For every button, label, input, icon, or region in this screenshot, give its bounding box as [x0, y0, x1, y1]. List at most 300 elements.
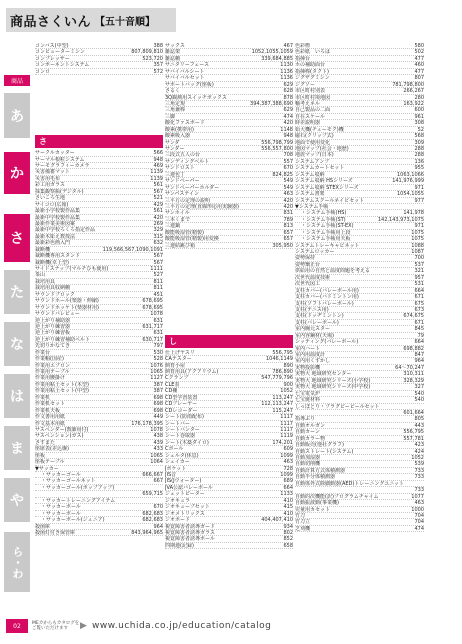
entry-pages: 1075 [411, 236, 424, 243]
entry-name: 四期連(記録) [165, 542, 194, 549]
entry-pages: 410 [283, 510, 293, 517]
entry-pages: 658 [283, 542, 293, 549]
entry-pages: 443 [414, 422, 424, 429]
entry-name: CAテスター [165, 356, 192, 362]
entry-pages: 698 [153, 394, 163, 401]
entry-pages: 1078 [150, 426, 163, 433]
entry-pages: 733 [414, 487, 424, 494]
entry-pages: 556,795 [272, 349, 293, 356]
entry-name: 支柱(ソフトバレーボール) [295, 300, 354, 306]
entry-name [295, 487, 413, 492]
entry-name: サンドペーパー [165, 178, 200, 184]
entry-name: 自動半分体積測器 [295, 474, 336, 480]
entry-pages: 556,798,799 [261, 139, 293, 146]
entry-name: 竹刀 [295, 512, 306, 519]
entry-pages: 176,178,395 [131, 420, 163, 427]
entry-pages: 531 [414, 281, 424, 288]
entry-name: 七宝電気炉 [295, 390, 321, 397]
entry-pages: 1087 [411, 249, 424, 255]
entry-name: サスペンダー(教師用付) [35, 426, 89, 433]
entry-pages: 1136 [280, 68, 293, 75]
entry-name: 茶山 [35, 272, 46, 278]
entry-name: 先切りかなてき [35, 343, 71, 349]
entry-pages: 288 [414, 152, 424, 159]
entry-pages: 328,329 [403, 377, 424, 384]
spacer [165, 326, 293, 332]
entry-name: ▼サッカー [35, 465, 59, 471]
entry-pages: 1133 [280, 491, 293, 498]
entry-name: ホの補助面台 [295, 62, 326, 68]
entry-name: 支柱(テニス用) [295, 306, 329, 313]
entry-name: システムスクールネイビセット [295, 197, 365, 203]
entry-name: 酸能吸湿管(精製)用変換 [165, 236, 219, 242]
entry-pages: 463 [283, 191, 293, 198]
entry-name: 室内用温度計 [295, 352, 326, 358]
entry-pages: 682,683 [142, 510, 163, 517]
entry-name: 自動的次機能(訳)プログラムチャイム [295, 493, 379, 500]
entry-name: システム収納 STEXシリーズ [295, 184, 359, 191]
entry-pages: 667 [153, 478, 163, 485]
tab-ra-wa[interactable] [4, 532, 30, 592]
entry-name: 逆上がり補助器 [35, 317, 71, 323]
entry-name: 自動販売(他社グラフ) [295, 442, 344, 448]
entry-name: 座板 [35, 452, 46, 459]
entry-name: シート(防雨配布) [165, 414, 204, 420]
entry-pages: 811 [153, 285, 163, 292]
entry-pages: 609 [283, 446, 293, 453]
entry-name: コンプレッサー [35, 55, 70, 62]
entry-pages: 1076 [150, 362, 163, 369]
entry-name: 酸素吸入器 [165, 133, 191, 139]
entry-name: 三本くまで [165, 216, 191, 223]
entry-pages: 1065 [150, 369, 163, 375]
entry-name: 作業台 [35, 349, 51, 356]
entry-name: サーマル根粒システム [35, 156, 85, 162]
entry-name: 芝刈機 [295, 525, 311, 532]
entry-name: サイコロ(広報) [35, 201, 69, 208]
entry-pages: 805 [414, 416, 424, 423]
footer [6, 619, 79, 633]
footer-note [32, 621, 79, 631]
entry-pages: 502 [414, 49, 424, 56]
entry-name: ジェットビーター [165, 491, 205, 497]
entry-pages: 433 [153, 446, 163, 453]
entry-name: CDレコーダー [165, 407, 198, 414]
entry-pages: 629 [283, 107, 293, 114]
entry-name: システムアンプ [295, 158, 330, 165]
entry-pages: 961 [414, 113, 424, 120]
entry-pages: 388 [153, 43, 163, 49]
entry-name: 最新木彫え教授法 [35, 233, 76, 240]
entry-pages: 664 [414, 339, 424, 346]
entry-name: 殺菌灯付き保管庫 [35, 529, 76, 536]
entry-name: サンドペーパーホルダー [165, 184, 220, 191]
entry-name: 栽培用具収納棚 [35, 285, 71, 291]
entry-pages: 698 [153, 407, 163, 414]
entry-pages: 632 [153, 240, 163, 247]
index-column-2 [165, 43, 293, 549]
tab-ma[interactable] [4, 426, 30, 470]
entry-pages: 339,684,885 [261, 55, 293, 62]
tab-ta-label: た [10, 285, 24, 301]
entry-name: 実物大 地域研究センター [295, 371, 352, 377]
index-entry[interactable] [295, 526, 424, 532]
entry-name: サンドロスト [165, 165, 195, 171]
entry-name: 自動振波動(事業機) [295, 500, 339, 506]
entry-name: ・システム手帳(ST-EX) [301, 223, 354, 229]
entry-pages: 671 [414, 294, 424, 301]
entry-name: さすまた [35, 439, 56, 446]
entry-name: 自動体外式除細動器(AED)トレーニングユニット [295, 480, 404, 487]
section-header: さ [35, 135, 163, 148]
entry-pages: 1075 [411, 229, 424, 236]
entry-pages: 420 [283, 197, 293, 204]
entry-pages: 467 [283, 43, 293, 49]
entry-name: サンダ [165, 139, 180, 145]
entry-name: 栽培用具 [35, 278, 56, 285]
entry-pages: 948 [283, 133, 293, 140]
entry-pages: 79 [417, 332, 424, 339]
entry-pages: 657 [283, 229, 293, 236]
entry-pages: 786,890 [272, 369, 293, 375]
entry-name: ジオキュラ [165, 497, 191, 504]
entry-pages: 1136 [280, 75, 293, 82]
entry-pages: 357 [153, 62, 163, 69]
entry-name: ジグソー [295, 81, 315, 88]
catalog-url-link[interactable]: www.uchida.co.jp/education/catalog [92, 621, 272, 631]
entry-name: 室内ハート [295, 345, 321, 351]
entry-name: 三平方の定理の説明 [165, 197, 211, 203]
entry-pages: 321 [414, 268, 424, 275]
entry-pages: 957 [414, 274, 424, 281]
entry-name: 三角兼棒 [165, 107, 186, 113]
entry-pages: 689 [283, 478, 293, 485]
entry-pages: 439 [153, 439, 163, 446]
entry-pages: 269 [153, 220, 163, 227]
entry-name: 作業用粘土セット(木型) [35, 381, 89, 388]
entry-name: 室内容鋼材(天場) [295, 332, 334, 339]
entry-pages: 305,950 [272, 242, 293, 249]
entry-pages: 537 [414, 261, 424, 268]
entry-pages: 1111 [150, 266, 163, 272]
entry-pages: 460 [414, 62, 424, 69]
index-column-3 [295, 43, 424, 532]
entry-pages: 557,781 [403, 435, 424, 442]
entry-pages: 540 [414, 390, 424, 397]
entry-name: 室内用くずかし [295, 358, 331, 364]
entry-name: 次世代温度技術 [295, 274, 331, 281]
index-entry[interactable] [165, 543, 293, 549]
entry-pages: 420 [283, 203, 293, 210]
entry-name: サウンドブロック [35, 291, 75, 298]
tab-ta[interactable] [4, 270, 30, 314]
entry-name: 最新作業美術図案 [35, 220, 76, 227]
entry-pages: 309 [414, 139, 424, 146]
entry-pages: 1054,1055 [396, 191, 424, 198]
entry-name: 作業机天板 [35, 407, 61, 414]
entry-pages: 477 [414, 68, 424, 75]
entry-pages: 1127 [150, 375, 163, 382]
index-entry[interactable] [35, 530, 163, 536]
entry-pages: 813 [283, 223, 293, 230]
entry-name: JIS(Jウォーター) [165, 478, 202, 484]
entry-name: 逆上がり練習補助ベルト [35, 336, 91, 343]
entry-pages: 424 [414, 448, 424, 455]
entry-pages [162, 498, 163, 503]
entry-name: 三平方の定理(直線形応用実験器) [165, 203, 239, 210]
entry-pages: 1117 [280, 414, 293, 421]
tab-a[interactable] [4, 93, 30, 138]
entry-pages: 463 [414, 500, 424, 507]
entry-name: 作業用腰掛け [35, 375, 66, 381]
entry-name: 自動オルガン [295, 422, 326, 429]
entry-pages: 797 [153, 343, 163, 350]
entry-pages: 824,825 [272, 171, 293, 178]
entry-pages: 845 [414, 326, 424, 333]
entry-pages: 163,922 [403, 100, 424, 107]
entry-pages: 600 [414, 107, 424, 114]
entry-pages: 831 [283, 210, 293, 217]
entry-name: シートバー [165, 420, 190, 426]
entry-pages: 567 [153, 259, 163, 266]
entry-pages: 572 [153, 68, 163, 75]
entry-name: サウンドホッケト(楽器材用) [35, 304, 99, 311]
entry-pages: 674,675 [403, 313, 424, 320]
entry-name: 3Q観測用スイッチボックス [165, 94, 227, 100]
tab-ya-label: や [10, 493, 24, 509]
entry-pages: 280 [414, 94, 424, 101]
entry-name: 最新中学校ろくろ指定作品 [35, 227, 96, 233]
entry-pages: 539 [414, 461, 424, 468]
entry-name: 三連鍋 [165, 223, 181, 229]
entry-pages: 700 [414, 255, 424, 262]
entry-name: Jポケット [165, 465, 187, 471]
entry-name: サバイバルシート [165, 68, 205, 75]
tab-ma-label: ま [10, 441, 24, 457]
entry-name: 雑誌棚 [165, 55, 181, 62]
entry-name: JIS音 [165, 472, 177, 478]
entry-pages: 329 [153, 227, 163, 234]
entry-name: ・サッカートレーニングアイテム [41, 497, 116, 504]
entry-pages: 556,557,800 [261, 146, 293, 152]
entry-pages: 136 [414, 158, 424, 165]
entry-pages: 1077 [411, 493, 424, 500]
entry-name: コンロ [35, 68, 51, 75]
entry-pages: 410 [283, 497, 293, 504]
entry-pages: 657 [283, 236, 293, 243]
entry-pages: 659,715 [142, 491, 163, 498]
entry-pages: 549 [283, 184, 293, 191]
entry-name: ・システム手帳(ST) [301, 216, 346, 223]
entry-pages: 568 [414, 133, 424, 140]
entry-pages: 463 [283, 459, 293, 466]
entry-pages: 580 [414, 43, 424, 49]
entry-pages: 567 [153, 188, 163, 195]
entry-pages: 629 [283, 81, 293, 88]
entry-pages: 1078 [150, 311, 163, 318]
entry-pages: 601,664 [403, 409, 424, 416]
entry-pages: 971 [414, 184, 424, 191]
entry-name: シート(木薬ダイロ) [165, 439, 209, 446]
entry-name: 三段式五人の台 [165, 152, 201, 158]
entry-name: 色彩紙 いろは [295, 49, 331, 55]
entry-name: システムカートセット [295, 165, 345, 171]
entry-pages: 556,795 [403, 429, 424, 436]
entry-pages: 530 [153, 349, 163, 356]
entry-name: シートバンター [165, 426, 200, 433]
entry-name: 自動ストレート(システム) [295, 448, 354, 454]
entry-pages: 477 [414, 55, 424, 62]
entry-name: ▼システム手帳 [295, 203, 329, 210]
entry-name: 実物大 地域研究シリーズ(小学校) [295, 377, 371, 384]
entry-name: ジオボード [165, 517, 191, 523]
entry-pages: 423 [414, 442, 424, 449]
entry-pages: 528 [153, 356, 163, 363]
entry-pages: 964 [414, 358, 424, 365]
entry-pages: 733 [414, 467, 424, 474]
tab-ha-label: は [10, 389, 24, 405]
entry-name: 実物大 地域研究シリーズ(中学校) [295, 384, 371, 390]
entry-pages: 670 [153, 504, 163, 511]
entry-pages: 142,143,973,1075 [377, 216, 424, 223]
entry-pages: 308 [414, 120, 424, 127]
entry-name: 自動カラー物 [295, 435, 326, 442]
entry-pages: 807,809,810 [131, 49, 163, 56]
entry-name: 作業用テーブル [35, 369, 70, 375]
entry-pages: 288 [414, 146, 424, 152]
entry-name: ・システム手帳用天板 [301, 236, 351, 242]
entry-pages: 557 [283, 158, 293, 165]
entry-name: 酸化ファスポード [165, 120, 205, 126]
entry-pages: 852 [283, 536, 293, 543]
entry-pages: 1099 [280, 452, 293, 459]
tab-ya[interactable] [4, 478, 30, 522]
entry-name: 三連結跳び箱 [165, 242, 196, 248]
entry-name: 児童用カセット [295, 506, 331, 512]
entry-pages: 474 [414, 525, 424, 532]
entry-name [295, 410, 402, 415]
entry-name: 作業机セット [35, 401, 66, 407]
entry-name: 自動計算方式体積測器 [295, 467, 346, 474]
entry-pages: 1052 [411, 455, 424, 461]
entry-name: ・サッカーゴール [41, 472, 81, 478]
entry-name: Cクランプ [165, 375, 189, 381]
tab-ha[interactable] [4, 374, 30, 418]
entry-pages: 1065 [150, 452, 163, 459]
entry-name: しっぽとり・プラグビービールセット [295, 403, 380, 409]
entry-pages [423, 481, 424, 486]
entry-pages: 1000 [411, 506, 424, 513]
entry-pages: 964 [153, 523, 163, 530]
entry-name: 作文基本用紙 [35, 420, 66, 426]
tab-ka-label: か [10, 166, 24, 182]
entry-pages [162, 485, 163, 490]
entry-name: コンバス(中型) [35, 43, 69, 49]
entry-name: サポートバッグ(座板) [165, 81, 214, 88]
entry-name: 自己製品の二面 [295, 107, 331, 113]
entry-pages: 628 [283, 88, 293, 95]
entry-name: 作業用粘土セット(中型) [35, 388, 89, 394]
entry-pages: 141,976,999 [392, 178, 424, 185]
entry-pages: 948 [153, 156, 163, 163]
entry-pages: 174,201 [272, 439, 293, 446]
entry-name: 七宝焼材料 [295, 397, 321, 403]
entry-name: 自動切削機 [295, 461, 321, 467]
entry-name: 時差説明器 [295, 120, 321, 126]
entry-pages: 1119 [280, 433, 293, 440]
entry-name: サウンドバレピュー [35, 311, 80, 317]
entry-name: 三角定規 [165, 100, 186, 107]
entry-pages: 789 [283, 216, 293, 223]
entry-name: 最新彩色画入門 [35, 240, 71, 246]
entry-pages: 566 [153, 150, 163, 157]
entry-pages: 1139 [150, 169, 163, 176]
entry-name: サンホイル [165, 210, 190, 216]
entry-pages: 387 [153, 381, 163, 388]
footer-note-line-1: MEカからもカタログを [32, 621, 80, 626]
entry-name: サークルカッター [35, 150, 75, 156]
entry-pages: 449 [153, 414, 163, 421]
entry-name: サニタリーフェース [165, 62, 210, 68]
entry-name: Cボール [165, 446, 184, 452]
entry-pages: 112,113,247 [261, 401, 293, 408]
entry-name: 逆上がり練習板 [35, 330, 71, 336]
entry-name: システムトレーキャビネット [295, 242, 360, 248]
side-label: 商品 [4, 75, 30, 86]
entry-pages: 387 [153, 388, 163, 395]
section-header: し [165, 335, 293, 348]
entry-pages: 678,695 [142, 304, 163, 311]
tab-sa[interactable] [4, 214, 30, 262]
entry-pages: 664 [283, 484, 293, 491]
entry-name: シート巻取器 [165, 433, 196, 439]
entry-name: ・システム手帳用上段 [301, 229, 351, 236]
entry-name: CLE表 [165, 381, 180, 388]
entry-name: ・システム手帳(HS) [301, 210, 347, 216]
entry-pages: 141,978 [403, 210, 424, 217]
entry-name: 実物投影機 [295, 364, 321, 371]
entry-name: 三脚 [165, 113, 176, 120]
tab-a-label: あ [10, 108, 24, 125]
entry-pages: 675 [414, 300, 424, 307]
entry-name: 支柱(ドッヂミントン) [295, 313, 344, 319]
entry-name: 作業用エプロン [35, 362, 71, 368]
entry-name: 酸能吸湿管(精製) [165, 229, 204, 236]
entry-name: 姿勢保持 [295, 255, 316, 261]
entry-pages: 523,720 [142, 55, 163, 62]
entry-name: ・サッカーボール [41, 510, 81, 517]
entry-pages: 678,695 [142, 298, 163, 305]
entry-pages: 900 [283, 381, 293, 388]
entry-name: 自動加湿器 [295, 455, 321, 461]
entry-pages: 115,247 [272, 407, 293, 414]
entry-name: CD型学習装置 [165, 394, 198, 401]
entry-name: CDプレーヤー [165, 401, 198, 407]
tab-na[interactable] [4, 322, 30, 366]
entry-name: 仕上げヤスリ [165, 349, 195, 356]
entry-name: 視覚障害者誘導ガード [165, 523, 216, 529]
entry-name: サバイバルセット [165, 75, 205, 81]
entry-name: 作文書用用紙 [35, 414, 66, 420]
entry-pages: 673 [414, 306, 424, 313]
entry-pages: 631 [153, 317, 163, 324]
entry-name: 自動カーン [295, 429, 320, 435]
entry-name: CD棚 [165, 388, 178, 394]
entry-name: シェイカー [165, 459, 190, 465]
entry-pages: 394,387,388,690 [250, 100, 293, 107]
entry-pages: 451 [153, 291, 163, 298]
tab-ka[interactable] [4, 152, 30, 194]
